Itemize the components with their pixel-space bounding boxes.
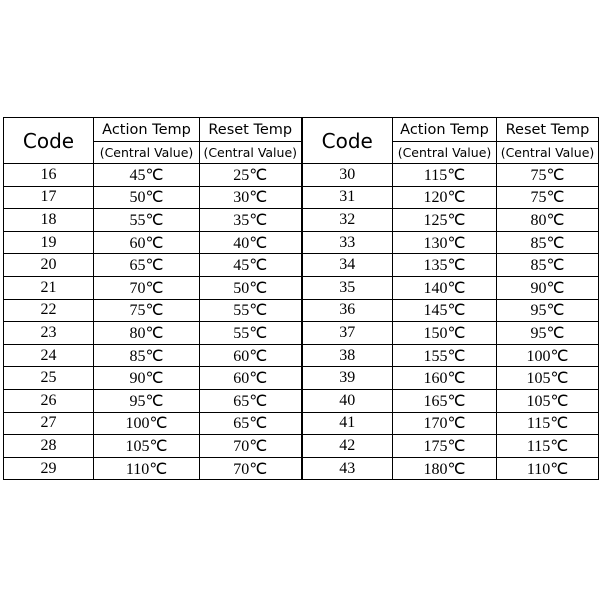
- action-temp-right-cell: 155℃: [393, 344, 497, 367]
- reset-temp-left-cell: 55℃: [200, 299, 302, 322]
- reset-temp-left-cell: 70℃: [200, 457, 302, 480]
- action-temp-right-cell: 175℃: [393, 435, 497, 458]
- table-row: [4, 231, 599, 254]
- code-left-cell: 25: [4, 367, 94, 390]
- reset-temp-right-cell: 90℃: [497, 276, 599, 299]
- reset-temp-left-cell: 70℃: [200, 435, 302, 458]
- code-right-cell: 34: [302, 254, 393, 277]
- action-temp-right-cell: 160℃: [393, 367, 497, 390]
- header-central-value-reset-right: (Central Value): [497, 142, 599, 164]
- action-temp-left-cell: 50℃: [94, 186, 200, 209]
- action-temp-right-cell: 165℃: [393, 389, 497, 412]
- code-left-cell: 19: [4, 231, 94, 254]
- table-row: [4, 435, 599, 458]
- action-temp-left-cell: 65℃: [94, 254, 200, 277]
- table-row: [4, 299, 599, 322]
- reset-temp-left-cell: 60℃: [200, 367, 302, 390]
- action-temp-left-cell: 75℃: [94, 299, 200, 322]
- action-temp-right-cell: 140℃: [393, 276, 497, 299]
- table-row: [4, 412, 599, 435]
- code-left-cell: 28: [4, 435, 94, 458]
- code-right-cell: 33: [302, 231, 393, 254]
- header-central-value-reset-left: (Central Value): [200, 142, 302, 164]
- action-temp-left-cell: 45℃: [94, 164, 200, 187]
- reset-temp-left-cell: 50℃: [200, 276, 302, 299]
- reset-temp-left-cell: 35℃: [200, 209, 302, 232]
- action-temp-right-cell: 135℃: [393, 254, 497, 277]
- code-left-cell: 16: [4, 164, 94, 187]
- action-temp-left-cell: 105℃: [94, 435, 200, 458]
- action-temp-left-cell: 85℃: [94, 344, 200, 367]
- reset-temp-right-cell: 105℃: [497, 389, 599, 412]
- action-temp-left-cell: 90℃: [94, 367, 200, 390]
- header-central-value-action-right: (Central Value): [393, 142, 497, 164]
- action-temp-left-cell: 110℃: [94, 457, 200, 480]
- action-temp-left-cell: 60℃: [94, 231, 200, 254]
- reset-temp-left-cell: 55℃: [200, 322, 302, 345]
- action-temp-right-cell: 130℃: [393, 231, 497, 254]
- header-action-temp-left: Action Temp: [94, 118, 200, 142]
- reset-temp-right-cell: 75℃: [497, 164, 599, 187]
- action-temp-left-cell: 95℃: [94, 389, 200, 412]
- table-row: [4, 186, 599, 209]
- reset-temp-left-cell: 60℃: [200, 344, 302, 367]
- action-temp-left-cell: 100℃: [94, 412, 200, 435]
- action-temp-left-cell: 80℃: [94, 322, 200, 345]
- header-reset-temp-right: Reset Temp: [497, 118, 599, 142]
- code-left-cell: 21: [4, 276, 94, 299]
- code-left-cell: 18: [4, 209, 94, 232]
- code-right-cell: 38: [302, 344, 393, 367]
- action-temp-right-cell: 150℃: [393, 322, 497, 345]
- code-left-cell: 23: [4, 322, 94, 345]
- code-left-cell: 22: [4, 299, 94, 322]
- reset-temp-right-cell: 85℃: [497, 231, 599, 254]
- code-left-cell: 29: [4, 457, 94, 480]
- code-right-cell: 37: [302, 322, 393, 345]
- code-left-cell: 26: [4, 389, 94, 412]
- code-right-cell: 42: [302, 435, 393, 458]
- reset-temp-left-cell: 40℃: [200, 231, 302, 254]
- action-temp-right-cell: 170℃: [393, 412, 497, 435]
- code-right-cell: 39: [302, 367, 393, 390]
- reset-temp-right-cell: 115℃: [497, 435, 599, 458]
- table-row: [4, 344, 599, 367]
- table-row: [4, 209, 599, 232]
- header-central-value-action-left: (Central Value): [94, 142, 200, 164]
- code-right-cell: 35: [302, 276, 393, 299]
- action-temp-right-cell: 125℃: [393, 209, 497, 232]
- header-code-left: Code: [4, 118, 94, 164]
- table-row: [4, 254, 599, 277]
- reset-temp-left-cell: 45℃: [200, 254, 302, 277]
- code-left-cell: 20: [4, 254, 94, 277]
- reset-temp-right-cell: 75℃: [497, 186, 599, 209]
- reset-temp-right-cell: 105℃: [497, 367, 599, 390]
- code-right-cell: 32: [302, 209, 393, 232]
- code-right-cell: 31: [302, 186, 393, 209]
- code-right-cell: 30: [302, 164, 393, 187]
- header-row-top: [4, 118, 599, 142]
- code-right-cell: 43: [302, 457, 393, 480]
- action-temp-right-cell: 180℃: [393, 457, 497, 480]
- temperature-code-table: [3, 117, 599, 480]
- reset-temp-left-cell: 30℃: [200, 186, 302, 209]
- reset-temp-left-cell: 65℃: [200, 389, 302, 412]
- reset-temp-left-cell: 65℃: [200, 412, 302, 435]
- code-right-cell: 40: [302, 389, 393, 412]
- action-temp-left-cell: 55℃: [94, 209, 200, 232]
- reset-temp-right-cell: 110℃: [497, 457, 599, 480]
- code-left-cell: 27: [4, 412, 94, 435]
- code-right-cell: 41: [302, 412, 393, 435]
- action-temp-right-cell: 115℃: [393, 164, 497, 187]
- table-row: [4, 276, 599, 299]
- action-temp-left-cell: 70℃: [94, 276, 200, 299]
- reset-temp-right-cell: 80℃: [497, 209, 599, 232]
- reset-temp-left-cell: 25℃: [200, 164, 302, 187]
- reset-temp-right-cell: 100℃: [497, 344, 599, 367]
- table-row: [4, 367, 599, 390]
- table-row: [4, 322, 599, 345]
- header-row-sub: [4, 142, 599, 164]
- action-temp-right-cell: 120℃: [393, 186, 497, 209]
- header-reset-temp-left: Reset Temp: [200, 118, 302, 142]
- action-temp-right-cell: 145℃: [393, 299, 497, 322]
- table-row: [4, 457, 599, 480]
- reset-temp-right-cell: 85℃: [497, 254, 599, 277]
- code-right-cell: 36: [302, 299, 393, 322]
- table-row: [4, 389, 599, 412]
- header-code-right: Code: [302, 118, 393, 164]
- code-left-cell: 24: [4, 344, 94, 367]
- header-action-temp-right: Action Temp: [393, 118, 497, 142]
- reset-temp-right-cell: 95℃: [497, 322, 599, 345]
- table-row: [4, 164, 599, 187]
- code-left-cell: 17: [4, 186, 94, 209]
- reset-temp-right-cell: 95℃: [497, 299, 599, 322]
- reset-temp-right-cell: 115℃: [497, 412, 599, 435]
